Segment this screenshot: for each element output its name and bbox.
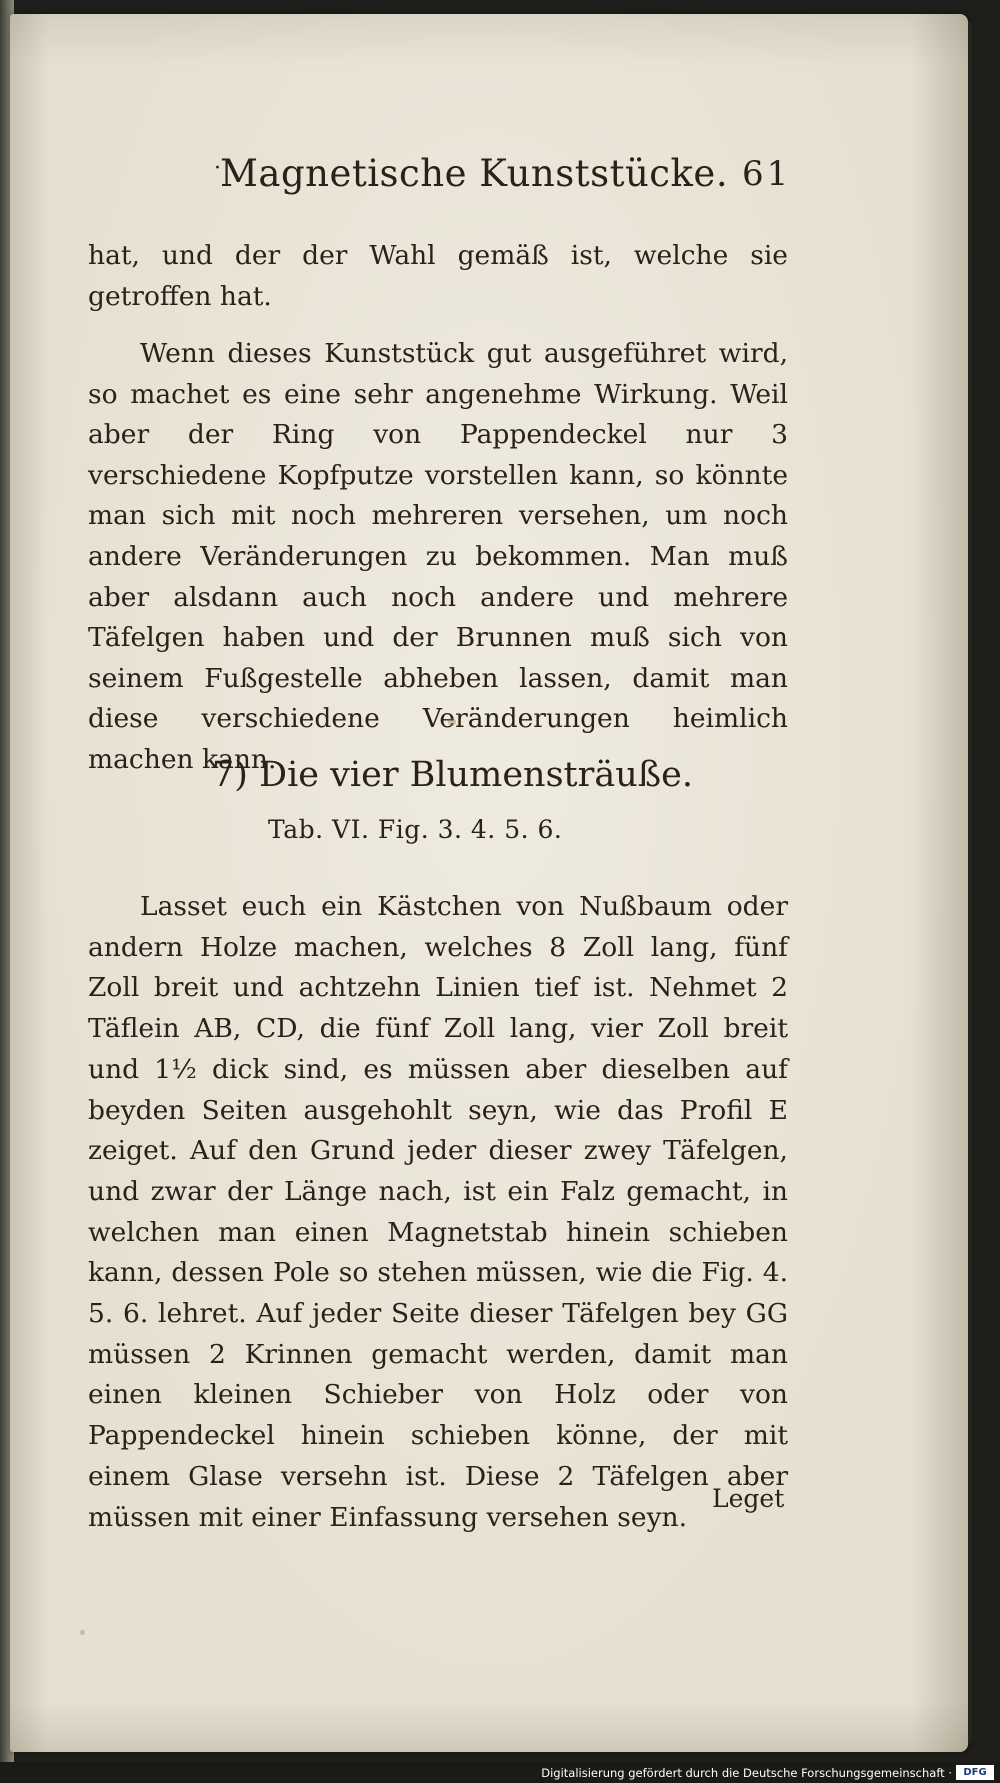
running-head-dot: ·: [214, 156, 221, 181]
paragraph-instructions: [88, 887, 788, 1538]
catchword: Leget: [712, 1484, 785, 1513]
paper-stain: [448, 718, 456, 726]
digitization-credit: Digitalisierung gefördert durch die Deutsche Forschungsgemeinschaft ·: [541, 1766, 952, 1780]
page-number: 61: [742, 154, 792, 194]
paragraph-text: Lasset euch ein Kästchen von Nußbaum oder andern Holze machen, welches 8 Zoll lang, fünf Zoll breit und achtzehn Linien tief ist. Nehmet 2 Täflein AB, CD, die fünf Zoll lang, vier Zoll breit und 1½ dick sind, es müssen aber dieselben auf beyden Seiten ausgehohlt seyn, wie das Profil E zeiget. Auf den Grund jeder dieser zwey Täfelgen, und zwar der Länge nach, ist ein Falz gemacht, in welchen man einen Magnetstab hinein schieben kann, dessen Pole so stehen müssen, wie die Fig. 4. 5. 6. lehret. Auf jeder Seite dieser Täfelgen bey GG müssen 2 Krinnen gemacht werden, damit man einen kleinen Schieber von Holz oder von Pappendeckel hinein schieben könne, der mit einem Glase versehn ist. Diese 2 Täfelgen aber müssen mit einer Einfassung versehen seyn.: [88, 891, 788, 1533]
paragraph-text: hat, und der der Wahl gemäß ist, welche sie getroffen hat.: [88, 240, 788, 312]
running-head: Magnetische Kunststücke.: [220, 152, 729, 195]
paper-stain: [80, 1630, 85, 1635]
paragraph-kunststueck: [88, 334, 788, 781]
paragraph-text: Wenn dieses Kunststück gut ausgeführet wird, so machet es eine sehr angenehme Wirkung. Weil aber der Ring von Pappendeckel nur 3 verschiedene Kopfputze vorstellen kann, so könnte man sich mit noch mehreren versehen, um noch andere Veränderungen zu bekommen. Man muß aber alsdann auch noch andere und mehrere Täfelgen haben und der Brunnen muß sich von seinem Fußgestelle abheben lassen, damit man diese verschiedene Veränderungen heimlich machen kann.: [88, 338, 788, 775]
paragraph-continuation: [88, 236, 788, 317]
plate-reference: Tab. VI. Fig. 3. 4. 5. 6.: [268, 815, 563, 844]
section-heading: 7) Die vier Blumensträuße.: [212, 755, 693, 795]
dfg-logo: DFG: [956, 1765, 994, 1780]
